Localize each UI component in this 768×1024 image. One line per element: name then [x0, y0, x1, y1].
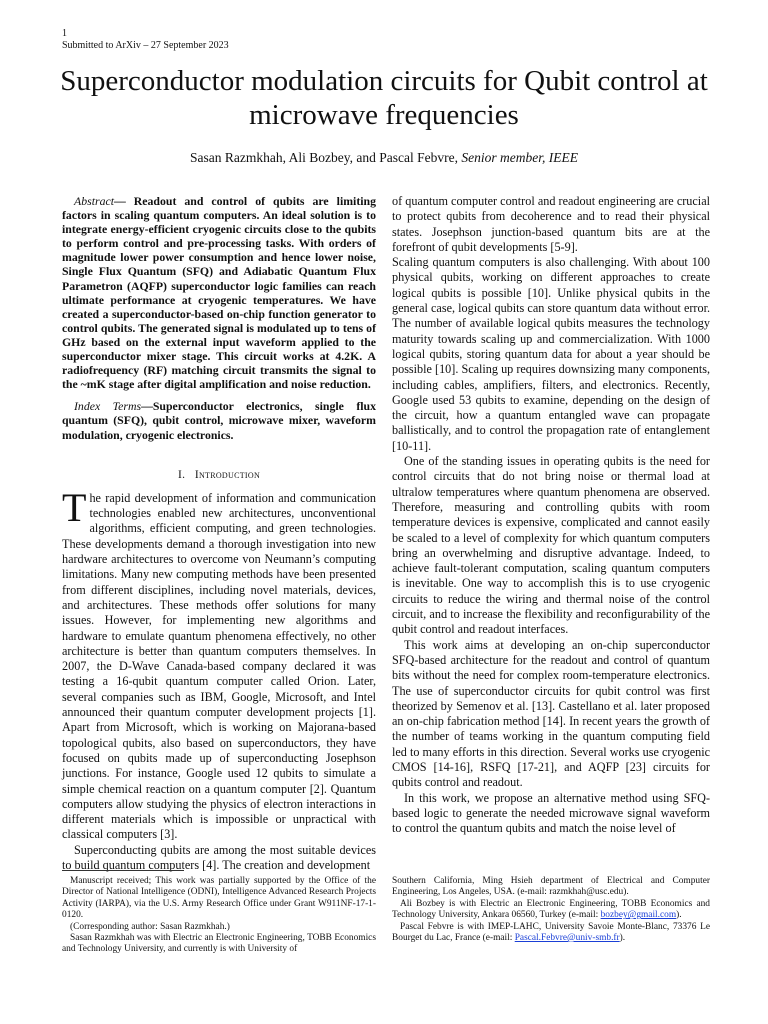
drop-cap: T: [62, 484, 87, 530]
author-line: [40, 150, 728, 166]
body-paragraph-1: [62, 484, 376, 843]
author-names: Sasan Razmkhah, Ali Bozbey, and Pascal Febvre,: [190, 150, 462, 165]
footnotes-right: [392, 876, 710, 944]
footnote-author-3-text: Pascal Febvre is with IMEP-LAHC, University Savoie Monte-Blanc, 73376 Le Bourget du Lac, France (e-mail:: [392, 921, 710, 944]
abstract: [62, 194, 376, 391]
index-terms: [62, 399, 376, 441]
footnote-author-3-end: ).: [619, 933, 626, 944]
submission-note: Submitted to ArXiv – 27 September 2023: [62, 40, 229, 51]
section-title: Introduction: [194, 468, 261, 481]
body-paragraph-2: Superconducting qubits are among the most suitable devices to build quantum computers [4]. The creation and development: [62, 842, 376, 873]
footnote-corresponding: (Corresponding author: Sasan Razmkhah.): [70, 921, 230, 932]
email-link-febvre[interactable]: Pascal.Febvre@univ-smb.fr: [514, 933, 620, 944]
body-paragraph-3: of quantum computer control and readout engineering are crucial to protect qubits from decoherence and to read their physical states. Josephson junction-based quantum bits are at the forefront of qubit developments [5-9].: [392, 194, 710, 254]
page-number: 1: [62, 28, 67, 39]
abstract-label: Abstract: [74, 194, 114, 208]
footnote-divider: [62, 870, 184, 871]
section-numeral: I.: [177, 468, 186, 481]
body-paragraph-1-text: he rapid development of information and communication technologies enabled new architectures, unconventional algorithms, efficient computing, and green technologies. These developments demand a thorough investigation into new hardware architectures to overcome von Neumann’s computing limitations. Many new computing methods have been presented from different disciplines, including novel materials, devices, and architectures. These methods offer solutions for many issues. However, for implementing new algorithms and hardware to emulate quantum phenomena effectively, no other architecture is better than quantum computers themselves. In 2007, the D-Wave Canada-based company declared it was testing a 16-qubit quantum computer called Orion. Later, several companies such as IBM, Google, Microsoft, and Intel announced their quantum computer development projects [1]. Apart from Microsoft, which is working on Majorana-based topological qubits, also based on superconductors, they have focused on qubits made up of superconducting Josephson junctions. For instance, Google used 12 qubits to simulate a simple chemical reaction on a quantum computer [2]. Quantum computers allow studying the physics of electron interactions in different materials which is impossible or unpractical with classical computers [3].: [62, 490, 376, 842]
author-role: Senior member, IEEE: [461, 150, 578, 165]
footnote-author-3: [392, 922, 710, 945]
index-terms-text: —Superconductor electronics, single flux quantum (SFQ), qubit control, microwave mixer, waveform modulation, cryogenic electronics.: [62, 399, 376, 442]
body-paragraph-4: Scaling quantum computers is also challenging. With about 100 physical qubits, working on different approaches to create logical qubits is possible [10]. Unlike physical qubits in the general case, logical qubits can store quantum data without error. The number of available logical qubits measures the technology maturity towards scaling up and commercialization. With 1000 logical qubits, storing quantum data for about a year should be possible [10]. Scaling up requires downsizing many components, including cables, amplifiers, filters, and electronics. Recently, Google used 53 qubits to examine, depending on the design of the circuit, how a quantum entangled wave can propagate ballistically, and to control the propagation rate of entanglement [10-11].: [392, 255, 710, 453]
section-heading: [62, 468, 376, 483]
footnote-author-1-cont: Southern California, Ming Hsieh department of Electrical and Computer Engineering, Los Angeles, USA. (e-mail: razmkhah@usc.edu).: [392, 876, 710, 898]
footnote-author-2-end: ).: [676, 910, 682, 921]
footnote-funding: Manuscript received; This work was partially supported by the Office of the Director of National Intelligence (ODNI), Intelligence Advanced Research Projects Activity (IARPA), via the U.S. Army Research Office under Grant W911NF-17-1-0120.: [62, 876, 376, 921]
footnote-author-2-text: Ali Bozbey is with Electric an Electronic Engineering, TOBB Economics and Technology University, Ankara 06560, Turkey (e-mail:: [392, 898, 710, 921]
footnotes-left: [62, 876, 376, 956]
body-paragraph-6: This work aims at developing an on-chip superconductor SFQ-based architecture for the readout and control of quantum bits without the need for complex room-temperature electronics. The use of superconductor circuits for qubit control was first theorized by Semenov et al. [13]. Castellano et al. later proposed an on-chip fabrication method [14]. In recent years the growth of the number of teams working in the quantum computing field led to many efforts in this direction. Several works use cryogenic CMOS [14-16], RSFQ [17-21], and AQFP [23] circuits for qubits control and readout.: [392, 637, 710, 790]
index-terms-label: Index Terms: [74, 399, 142, 414]
abstract-text: — Readout and control of qubits are limiting factors in scaling quantum computers. An ideal solution is to integrate energy-efficient cryogenic circuits close to the qubits to perform control and pre-processing tasks. With orders of magnitude lower power consumption and hence lower noise, Single Flux Quantum (SFQ) and Adiabatic Quantum Flux Parametron (AQFP) superconductor logic families can reach ultimate performance at cryogenic temperatures. We have created a superconductor-based on-chip function generator to control qubits. The generated signal is modulated up to tens of GHz based on the external input waveform applied to the superconductor mixer stage. This circuit works at 4.2K. A radiofrequency (RF) matching circuit transmits the signal to the ~mK stage after digital amplification and noise reduction.: [62, 194, 376, 392]
right-column: [392, 194, 710, 836]
footnote-author-1: Sasan Razmkhah was with Electric an Electronic Engineering, TOBB Economics and Technology University, and currently is with University of: [62, 933, 376, 955]
email-link-bozbey[interactable]: bozbey@gmail.com: [600, 910, 677, 921]
left-column: [62, 194, 376, 873]
body-paragraph-7: In this work, we propose an alternative method using SFQ-based logic to generate the needed microwave signal waveform to control the quantum qubits and match the noise level of: [392, 790, 710, 836]
body-paragraph-5: One of the standing issues in operating qubits is the need for control circuits that do not bring noise or thermal load at ultralow temperatures where quantum phenomena are observed. Therefore, measuring and controlling qubits with room temperature devices is expensive, complicated and cannot easily be scaled to a level of complexity for which quantum computers bring an overwhelming and disruptive advantage. Indeed, to achieve fault-tolerant computation, scaling quantum computers is inevitable. One way to accomplish this is to use cryogenic circuits to reduce the wiring and thermal noise of the control circuit, and to increase the flexibility and reconfigurability of the qubit control and readout interfaces.: [392, 454, 710, 637]
paper-title: Superconductor modulation circuits for Qubit control at microwave frequencies: [60, 65, 708, 131]
footnote-author-2: [392, 899, 710, 922]
